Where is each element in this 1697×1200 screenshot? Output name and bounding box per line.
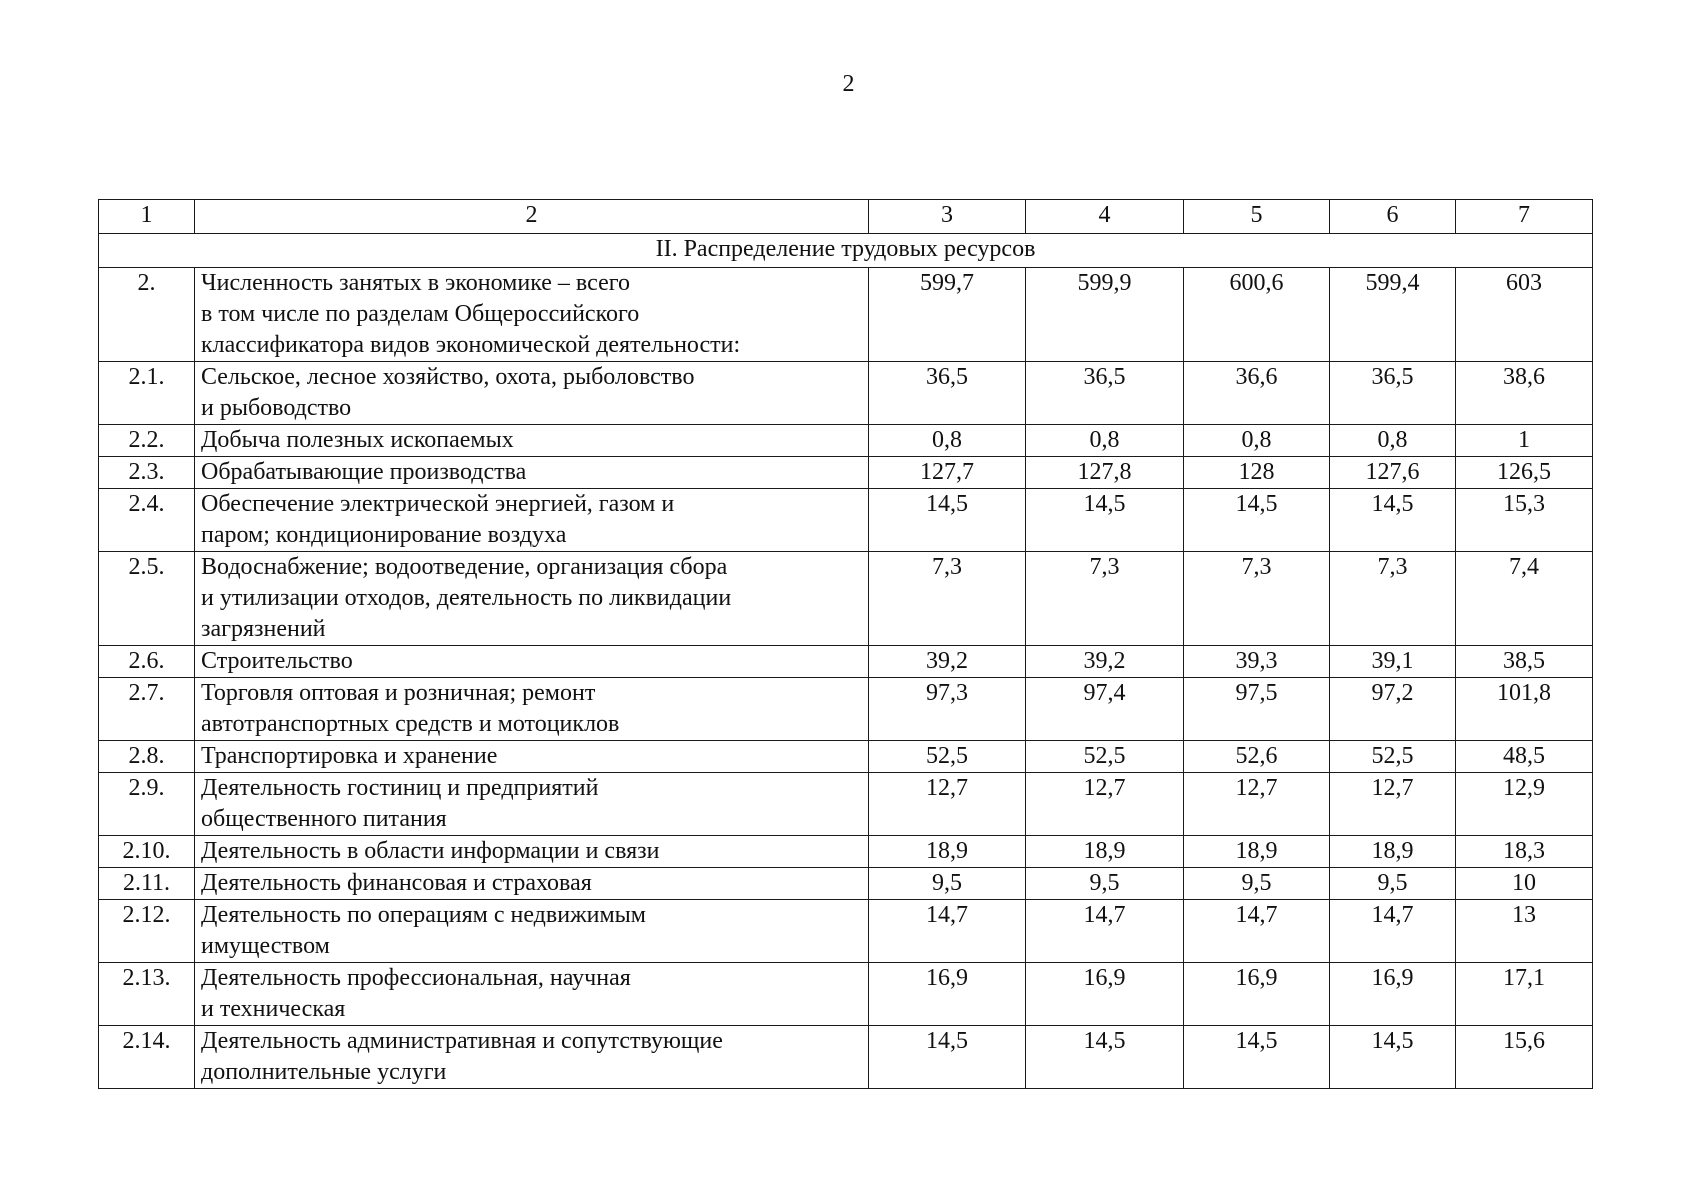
value-cell: 15,3 bbox=[1456, 489, 1593, 552]
value-cell: 97,4 bbox=[1026, 678, 1184, 741]
value-cell: 36,5 bbox=[869, 362, 1026, 425]
value-cell: 38,6 bbox=[1456, 362, 1593, 425]
value-cell: 14,5 bbox=[869, 1026, 1026, 1089]
indicator-name-line: Деятельность административная и сопутствующие bbox=[201, 1028, 723, 1054]
value-cell: 14,5 bbox=[1026, 489, 1184, 552]
row-number: 2.4. bbox=[99, 489, 195, 552]
value-cell: 39,2 bbox=[1026, 646, 1184, 678]
value-cell: 12,7 bbox=[1184, 773, 1330, 836]
value-cell: 127,8 bbox=[1026, 457, 1184, 489]
table-row bbox=[99, 646, 1593, 678]
value-cell: 599,4 bbox=[1330, 268, 1456, 362]
row-number: 2.11. bbox=[99, 868, 195, 900]
column-number-header: 7 bbox=[1456, 200, 1593, 234]
table-row bbox=[99, 362, 1593, 425]
indicator-name-line: паром; кондиционирование воздуха bbox=[201, 522, 567, 548]
value-cell: 52,5 bbox=[1026, 741, 1184, 773]
indicator-name-line: Строительство bbox=[201, 648, 353, 674]
indicator-name-line: дополнительные услуги bbox=[201, 1059, 447, 1085]
value-cell: 18,9 bbox=[1026, 836, 1184, 868]
value-cell: 7,3 bbox=[1330, 552, 1456, 646]
table-row bbox=[99, 836, 1593, 868]
value-cell: 14,5 bbox=[869, 489, 1026, 552]
column-number-header: 1 bbox=[99, 200, 195, 234]
indicator-name-line: автотранспортных средств и мотоциклов bbox=[201, 711, 620, 737]
value-cell: 599,9 bbox=[1026, 268, 1184, 362]
data-table bbox=[98, 199, 1593, 1089]
table-row bbox=[99, 773, 1593, 836]
indicator-name-line: Сельское, лесное хозяйство, охота, рыболовство bbox=[201, 364, 695, 390]
indicator-name-line: Деятельность профессиональная, научная bbox=[201, 965, 631, 991]
table-row bbox=[99, 900, 1593, 963]
value-cell: 600,6 bbox=[1184, 268, 1330, 362]
value-cell: 16,9 bbox=[1330, 963, 1456, 1026]
value-cell: 14,7 bbox=[1184, 900, 1330, 963]
column-number-header: 4 bbox=[1026, 200, 1184, 234]
value-cell: 16,9 bbox=[1184, 963, 1330, 1026]
row-number: 2.7. bbox=[99, 678, 195, 741]
column-number-header: 6 bbox=[1330, 200, 1456, 234]
row-number: 2.14. bbox=[99, 1026, 195, 1089]
value-cell: 18,3 bbox=[1456, 836, 1593, 868]
indicator-name-line: и техническая bbox=[201, 996, 346, 1022]
row-indicator-name bbox=[195, 646, 869, 678]
row-indicator-name bbox=[195, 489, 869, 552]
row-indicator-name bbox=[195, 678, 869, 741]
value-cell: 7,3 bbox=[869, 552, 1026, 646]
value-cell: 18,9 bbox=[1330, 836, 1456, 868]
value-cell: 12,7 bbox=[1330, 773, 1456, 836]
row-number: 2.5. bbox=[99, 552, 195, 646]
row-indicator-name bbox=[195, 1026, 869, 1089]
value-cell: 18,9 bbox=[869, 836, 1026, 868]
row-indicator-name bbox=[195, 773, 869, 836]
value-cell: 0,8 bbox=[1330, 425, 1456, 457]
row-indicator-name bbox=[195, 425, 869, 457]
value-cell: 0,8 bbox=[1184, 425, 1330, 457]
table-row bbox=[99, 678, 1593, 741]
indicator-name-line: Обеспечение электрической энергией, газом и bbox=[201, 491, 675, 517]
value-cell: 14,5 bbox=[1330, 489, 1456, 552]
value-cell: 1 bbox=[1456, 425, 1593, 457]
row-indicator-name bbox=[195, 741, 869, 773]
value-cell: 52,5 bbox=[1330, 741, 1456, 773]
table-row bbox=[99, 489, 1593, 552]
value-cell: 48,5 bbox=[1456, 741, 1593, 773]
value-cell: 18,9 bbox=[1184, 836, 1330, 868]
value-cell: 0,8 bbox=[869, 425, 1026, 457]
value-cell: 14,7 bbox=[1026, 900, 1184, 963]
column-number-header: 5 bbox=[1184, 200, 1330, 234]
value-cell: 12,9 bbox=[1456, 773, 1593, 836]
value-cell: 599,7 bbox=[869, 268, 1026, 362]
value-cell: 127,6 bbox=[1330, 457, 1456, 489]
indicator-name-line: Торговля оптовая и розничная; ремонт bbox=[201, 680, 596, 706]
value-cell: 7,3 bbox=[1026, 552, 1184, 646]
row-indicator-name bbox=[195, 457, 869, 489]
value-cell: 7,3 bbox=[1184, 552, 1330, 646]
value-cell: 17,1 bbox=[1456, 963, 1593, 1026]
table-row bbox=[99, 457, 1593, 489]
row-number: 2.9. bbox=[99, 773, 195, 836]
value-cell: 39,3 bbox=[1184, 646, 1330, 678]
value-cell: 15,6 bbox=[1456, 1026, 1593, 1089]
value-cell: 36,5 bbox=[1330, 362, 1456, 425]
row-number: 2.8. bbox=[99, 741, 195, 773]
value-cell: 52,5 bbox=[869, 741, 1026, 773]
row-indicator-name bbox=[195, 836, 869, 868]
table-row bbox=[99, 963, 1593, 1026]
value-cell: 603 bbox=[1456, 268, 1593, 362]
indicator-name-line: имуществом bbox=[201, 933, 330, 959]
value-cell: 14,7 bbox=[1330, 900, 1456, 963]
indicator-name-line: и утилизации отходов, деятельность по ликвидации bbox=[201, 585, 732, 611]
section-title: II. Распределение трудовых ресурсов bbox=[99, 234, 1593, 268]
row-number: 2.12. bbox=[99, 900, 195, 963]
row-indicator-name bbox=[195, 362, 869, 425]
value-cell: 16,9 bbox=[1026, 963, 1184, 1026]
table-row bbox=[99, 1026, 1593, 1089]
value-cell: 12,7 bbox=[1026, 773, 1184, 836]
value-cell: 128 bbox=[1184, 457, 1330, 489]
value-cell: 97,2 bbox=[1330, 678, 1456, 741]
row-number: 2.2. bbox=[99, 425, 195, 457]
table-row bbox=[99, 425, 1593, 457]
value-cell: 39,1 bbox=[1330, 646, 1456, 678]
row-indicator-name bbox=[195, 268, 869, 362]
row-indicator-name bbox=[195, 963, 869, 1026]
value-cell: 9,5 bbox=[869, 868, 1026, 900]
indicator-name-line: загрязнений bbox=[201, 616, 326, 642]
value-cell: 14,5 bbox=[1026, 1026, 1184, 1089]
value-cell: 9,5 bbox=[1330, 868, 1456, 900]
section-row bbox=[99, 234, 1593, 268]
value-cell: 126,5 bbox=[1456, 457, 1593, 489]
page-number: 2 bbox=[842, 71, 855, 97]
indicator-name-line: общественного питания bbox=[201, 806, 447, 832]
value-cell: 9,5 bbox=[1026, 868, 1184, 900]
value-cell: 127,7 bbox=[869, 457, 1026, 489]
row-indicator-name bbox=[195, 900, 869, 963]
table-row bbox=[99, 268, 1593, 362]
table-row bbox=[99, 741, 1593, 773]
value-cell: 14,5 bbox=[1184, 489, 1330, 552]
value-cell: 12,7 bbox=[869, 773, 1026, 836]
indicator-name-line: Транспортировка и хранение bbox=[201, 743, 498, 769]
value-cell: 10 bbox=[1456, 868, 1593, 900]
row-number: 2.3. bbox=[99, 457, 195, 489]
indicator-name-line: классификатора видов экономической деятельности: bbox=[201, 332, 741, 358]
value-cell: 7,4 bbox=[1456, 552, 1593, 646]
value-cell: 52,6 bbox=[1184, 741, 1330, 773]
row-indicator-name bbox=[195, 868, 869, 900]
indicator-name-line: Добыча полезных ископаемых bbox=[201, 427, 514, 453]
value-cell: 14,5 bbox=[1330, 1026, 1456, 1089]
indicator-name-line: Деятельность финансовая и страховая bbox=[201, 870, 592, 896]
row-number: 2.6. bbox=[99, 646, 195, 678]
indicator-name-line: Водоснабжение; водоотведение, организация сбора bbox=[201, 554, 728, 580]
value-cell: 97,5 bbox=[1184, 678, 1330, 741]
value-cell: 38,5 bbox=[1456, 646, 1593, 678]
value-cell: 14,7 bbox=[869, 900, 1026, 963]
indicator-name-line: Деятельность гостиниц и предприятий bbox=[201, 775, 599, 801]
row-number: 2.1. bbox=[99, 362, 195, 425]
indicator-name-line: в том числе по разделам Общероссийского bbox=[201, 301, 640, 327]
indicator-name-line: Деятельность по операциям с недвижимым bbox=[201, 902, 646, 928]
indicator-name-line: Обрабатывающие производства bbox=[201, 459, 527, 485]
row-number: 2.10. bbox=[99, 836, 195, 868]
value-cell: 9,5 bbox=[1184, 868, 1330, 900]
column-number-header: 3 bbox=[869, 200, 1026, 234]
indicator-name-line: и рыбоводство bbox=[201, 395, 352, 421]
value-cell: 0,8 bbox=[1026, 425, 1184, 457]
value-cell: 39,2 bbox=[869, 646, 1026, 678]
value-cell: 36,6 bbox=[1184, 362, 1330, 425]
row-number: 2.13. bbox=[99, 963, 195, 1026]
value-cell: 16,9 bbox=[869, 963, 1026, 1026]
column-number-row bbox=[99, 200, 1593, 234]
value-cell: 36,5 bbox=[1026, 362, 1184, 425]
value-cell: 13 bbox=[1456, 900, 1593, 963]
indicator-name-line: Численность занятых в экономике – всего bbox=[201, 270, 630, 296]
indicator-name-line: Деятельность в области информации и связи bbox=[201, 838, 660, 864]
value-cell: 101,8 bbox=[1456, 678, 1593, 741]
table-body bbox=[99, 200, 1593, 1089]
value-cell: 97,3 bbox=[869, 678, 1026, 741]
value-cell: 14,5 bbox=[1184, 1026, 1330, 1089]
row-number: 2. bbox=[99, 268, 195, 362]
column-number-header: 2 bbox=[195, 200, 869, 234]
table-row bbox=[99, 552, 1593, 646]
row-indicator-name bbox=[195, 552, 869, 646]
table-row bbox=[99, 868, 1593, 900]
